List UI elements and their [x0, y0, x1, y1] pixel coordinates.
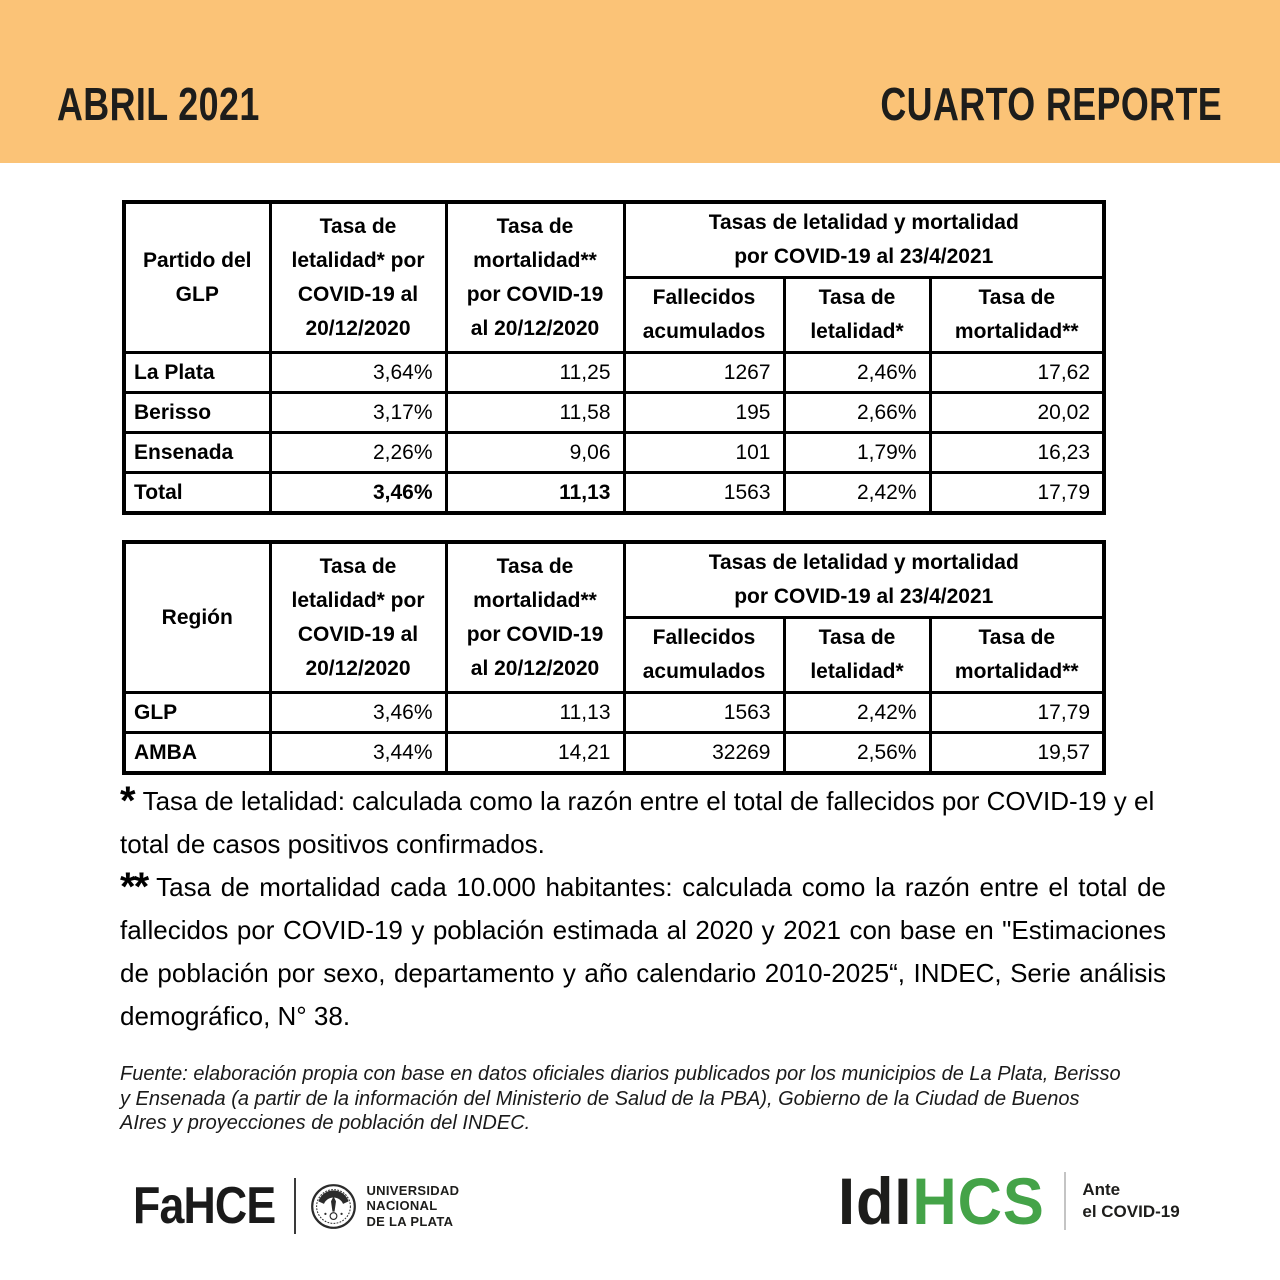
header-letalidad-2020: Tasa de letalidad* por COVID-19 al 20/12/2020: [270, 202, 446, 353]
unlp-line: NACIONAL: [366, 1198, 438, 1214]
header-letalidad-2020: Tasa de letalidad* por COVID-19 al 20/12/2020: [270, 542, 446, 693]
value-cell: 2,26%: [270, 433, 446, 473]
header-letalidad-2021: Tasa de letalidad*: [784, 618, 930, 693]
ante-covid-label: [1082, 1179, 1179, 1223]
table-header-row: [124, 542, 1104, 618]
fahce-unlp-logo: [133, 1176, 459, 1236]
value-cell: 14,21: [446, 733, 624, 773]
table-row: [124, 393, 1104, 433]
value-cell: 2,46%: [784, 353, 930, 393]
row-label: GLP: [124, 693, 270, 733]
value-cell: 1,79%: [784, 433, 930, 473]
value-cell: 11,58: [446, 393, 624, 433]
footnotes-block: [120, 780, 1166, 1038]
value-cell: 17,62: [930, 353, 1104, 393]
value-cell: 3,44%: [270, 733, 446, 773]
header-group-line1: Tasas de letalidad y mortalidad: [708, 211, 1019, 234]
value-cell: 19,57: [930, 733, 1104, 773]
fahce-logo-text: FaHCE: [133, 1177, 276, 1235]
table-row: [124, 693, 1104, 733]
value-cell: 2,42%: [784, 473, 930, 513]
table-regiones: [122, 540, 1106, 775]
value-cell: 17,79: [930, 693, 1104, 733]
value-cell: 11,25: [446, 353, 624, 393]
value-cell: 3,46%: [270, 473, 446, 513]
table-row: [124, 433, 1104, 473]
idihcs-black-part: IdI: [838, 1164, 913, 1238]
footnote-text: Tasa de mortalidad cada 10.000 habitantes: calculada como la razón entre el total de fallecidos por COVID-19 y población estimada al 2020 y 2021 con base en "Estimaciones de población por sexo, departamento y año calendario 2010-2025“, INDEC, Serie análisis demográfico, N° 38.: [120, 872, 1166, 1031]
banner-report-title: CUARTO REPORTE: [880, 78, 1222, 130]
divider: [294, 1178, 296, 1234]
double-asterisk-marker: **: [120, 865, 148, 909]
table-header-row: [124, 202, 1104, 278]
value-cell: 1563: [624, 473, 784, 513]
unlp-seal-icon: [310, 1183, 357, 1230]
idihcs-logo: [838, 1164, 1180, 1238]
header-group-line1: Tasas de letalidad y mortalidad: [708, 551, 1019, 574]
value-cell: 2,42%: [784, 693, 930, 733]
campaign-line: el COVID-19: [1082, 1202, 1180, 1221]
table-row: [124, 353, 1104, 393]
unlp-logo-text: [366, 1183, 459, 1230]
value-cell: 2,56%: [784, 733, 930, 773]
table-partidos-glp: [122, 200, 1106, 515]
row-label: Berisso: [124, 393, 270, 433]
footnote-letalidad: [120, 780, 1166, 866]
value-cell: 16,23: [930, 433, 1104, 473]
header-letalidad-2021: Tasa de letalidad*: [784, 278, 930, 353]
idihcs-logo-text: [838, 1164, 1045, 1238]
value-cell: 20,02: [930, 393, 1104, 433]
value-cell: 9,06: [446, 433, 624, 473]
source-note: Fuente: elaboración propia con base en datos oficiales diarios publicados por los municipios de La Plata, Berisso y Ensenada (a partir de la información del Ministerio de Salud de la PBA), Gobierno de la Ciudad de Buenos AIres y proyecciones de población del INDEC.: [120, 1063, 1121, 1134]
campaign-line: Ante: [1082, 1180, 1121, 1199]
header-fallecidos: Fallecidos acumulados: [624, 278, 784, 353]
footnote-text: Tasa de letalidad: calculada como la razón entre el total de fallecidos por COVID-19 y el total de casos positivos confirmados.: [120, 786, 1155, 859]
value-cell: 101: [624, 433, 784, 473]
header-group-line2: por COVID-19 al 23/4/2021: [734, 585, 994, 609]
unlp-line: DE LA PLATA: [366, 1213, 454, 1229]
header-corner: Región: [124, 542, 270, 693]
value-cell: 32269: [624, 733, 784, 773]
header-corner: Partido del GLP: [124, 202, 270, 353]
row-label: Ensenada: [124, 433, 270, 473]
unlp-line: UNIVERSIDAD: [366, 1182, 460, 1198]
idihcs-green-part: HCS: [912, 1164, 1045, 1238]
value-cell: 11,13: [446, 693, 624, 733]
divider: [1064, 1172, 1066, 1230]
header-group-line2: por COVID-19 al 23/4/2021: [734, 245, 994, 269]
row-label: La Plata: [124, 353, 270, 393]
footnote-mortalidad: [120, 866, 1166, 1038]
value-cell: 3,46%: [270, 693, 446, 733]
value-cell: 1267: [624, 353, 784, 393]
value-cell: 11,13: [446, 473, 624, 513]
value-cell: 3,17%: [270, 393, 446, 433]
value-cell: 3,64%: [270, 353, 446, 393]
row-label: AMBA: [124, 733, 270, 773]
value-cell: 1563: [624, 693, 784, 733]
value-cell: 2,66%: [784, 393, 930, 433]
table-row: [124, 733, 1104, 773]
top-banner: [0, 0, 1280, 163]
asterisk-marker: *: [120, 779, 134, 823]
header-mortalidad-2020: Tasa de mortalidad** por COVID-19 al 20/12/2020: [446, 542, 624, 693]
header-fallecidos: Fallecidos acumulados: [624, 618, 784, 693]
header-mortalidad-2020: Tasa de mortalidad** por COVID-19 al 20/12/2020: [446, 202, 624, 353]
header-mortalidad-2021: Tasa de mortalidad**: [930, 618, 1104, 693]
header-mortalidad-2021: Tasa de mortalidad**: [930, 278, 1104, 353]
table-row-total: [124, 473, 1104, 513]
value-cell: 17,79: [930, 473, 1104, 513]
header-group-2021: [624, 542, 1104, 618]
value-cell: 195: [624, 393, 784, 433]
row-label: Total: [124, 473, 270, 513]
banner-month: ABRIL 2021: [57, 78, 260, 130]
header-group-2021: [624, 202, 1104, 278]
